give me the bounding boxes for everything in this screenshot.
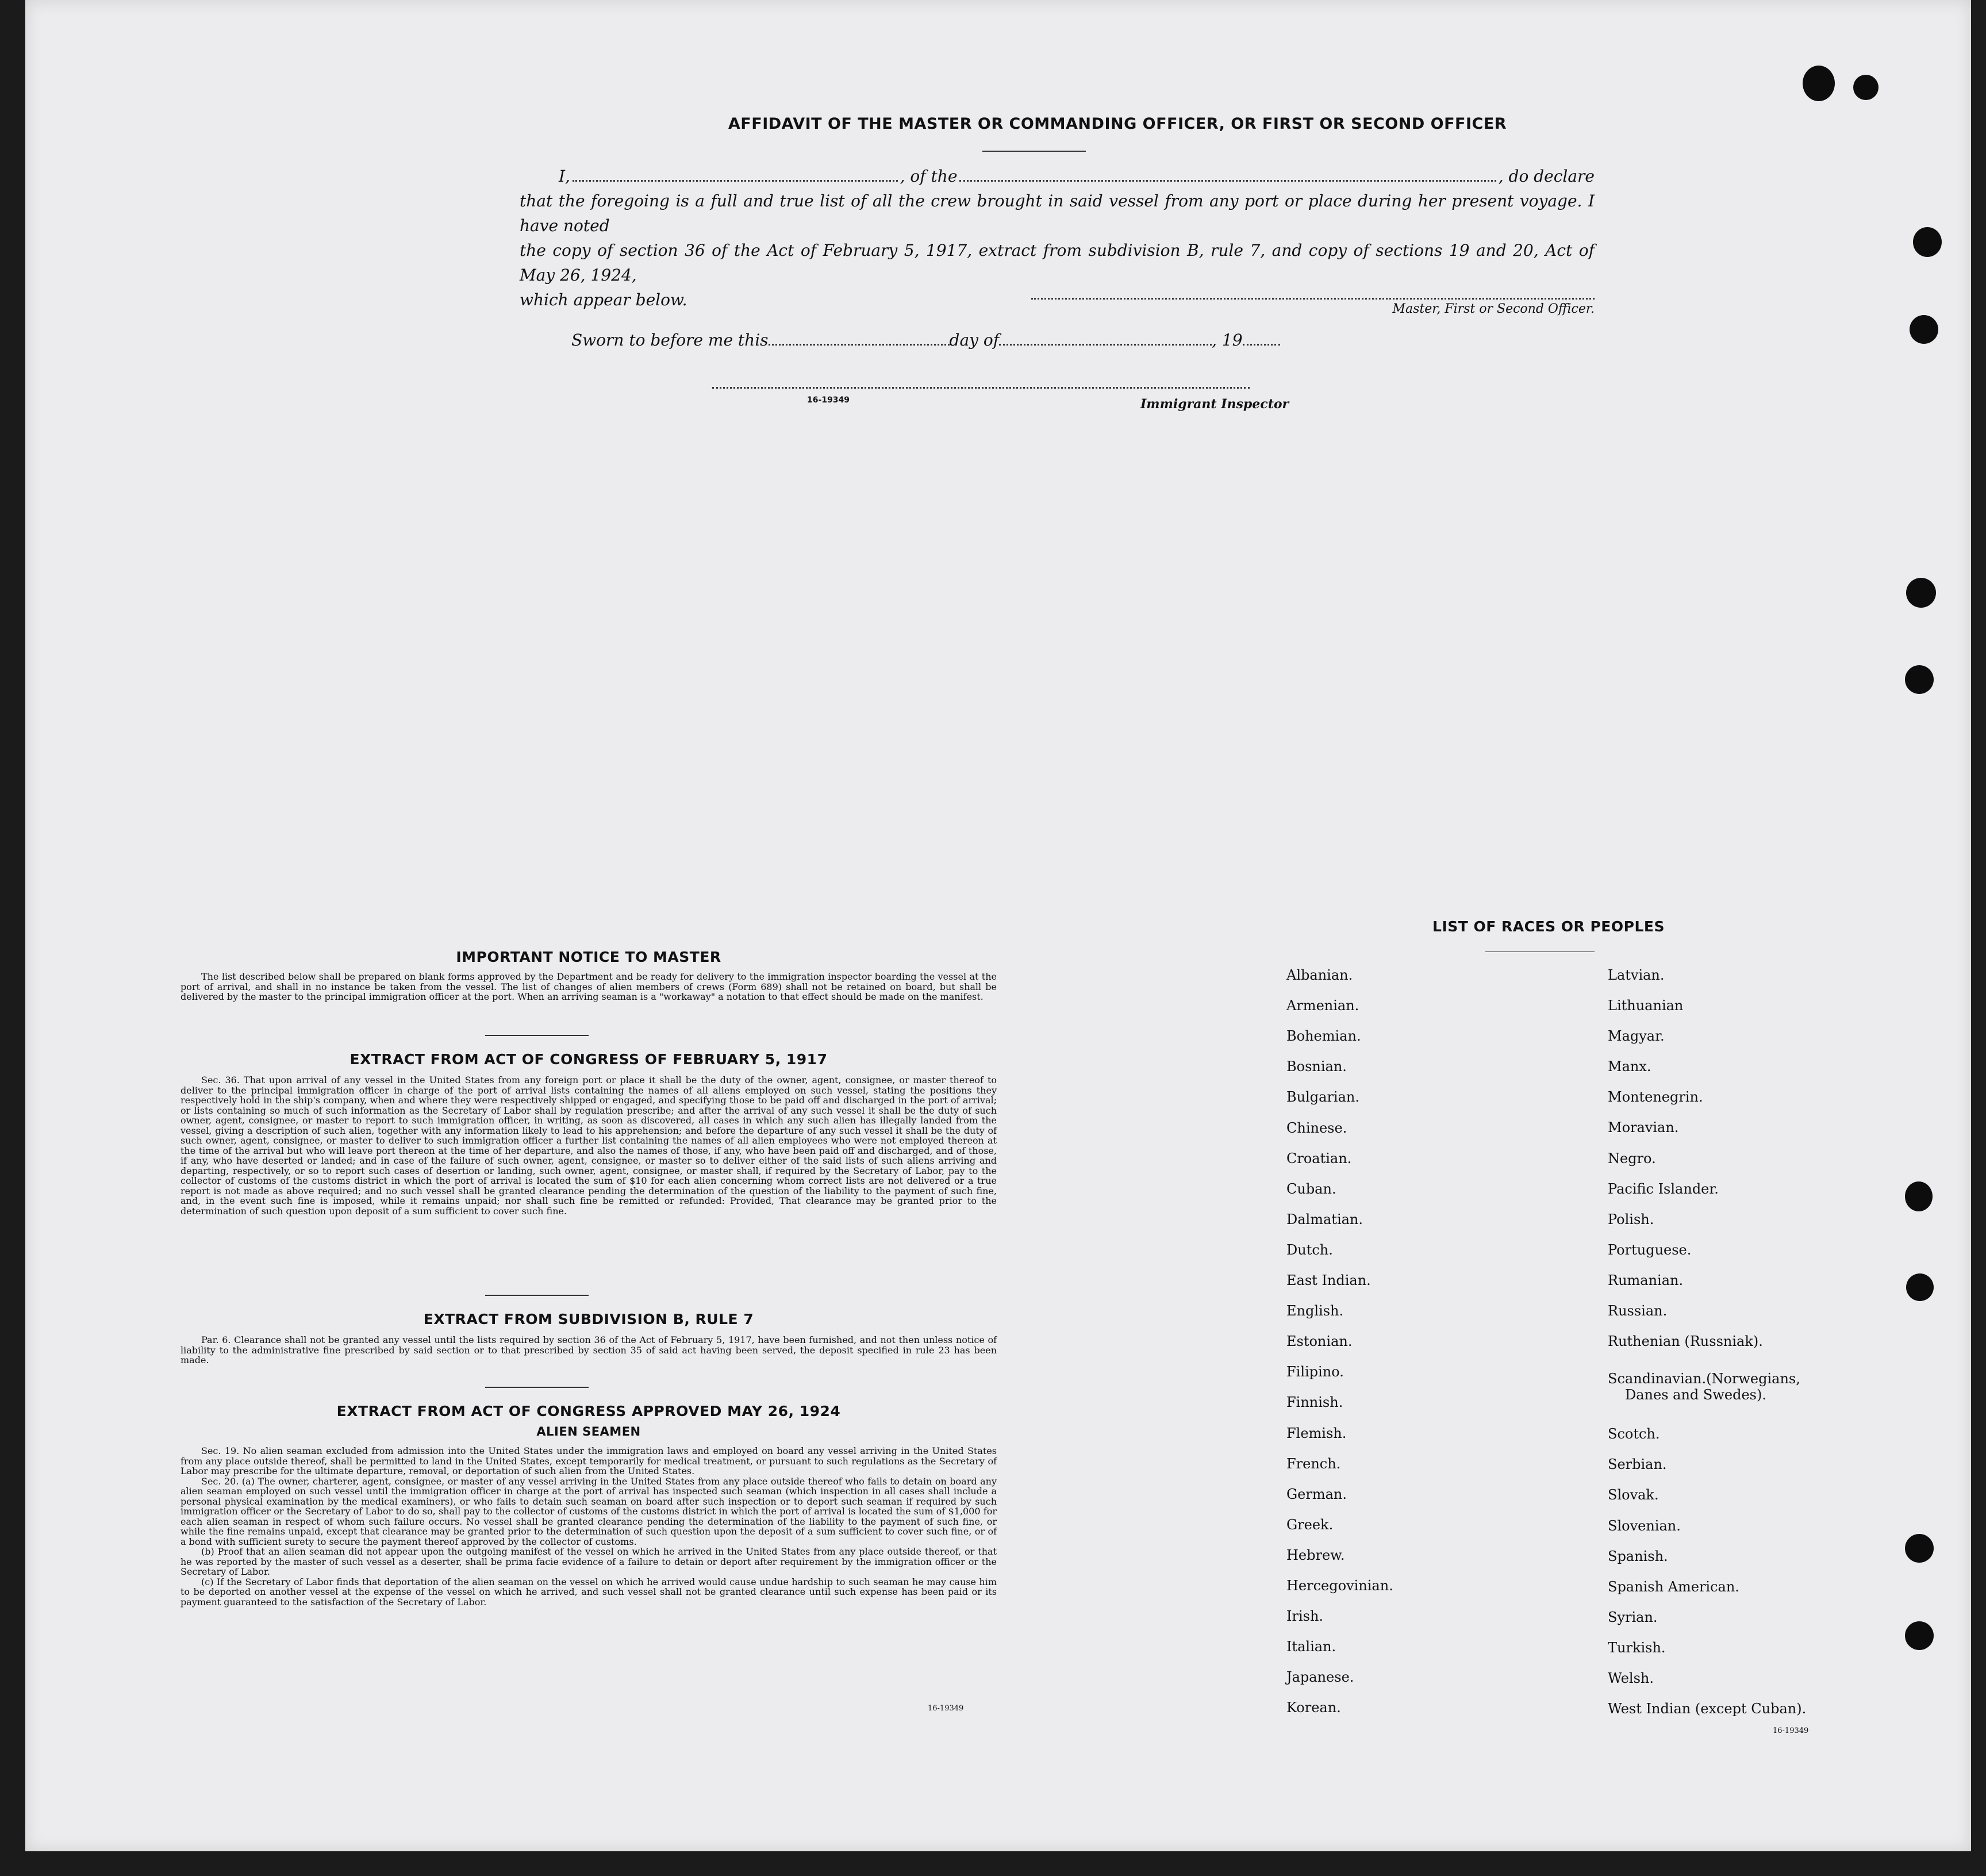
form-number: 16-19349	[928, 1704, 964, 1713]
race-item: Latvian.	[1608, 967, 1665, 983]
race-item: Bosnian.	[1286, 1058, 1347, 1075]
vessel-prefix: , of the	[900, 167, 958, 186]
race-item: Japanese.	[1286, 1669, 1354, 1685]
notice-body	[180, 972, 997, 1002]
master-signature-caption: Master, First or Second Officer.	[1392, 302, 1595, 316]
extract-1924-subtitle: ALIEN SEAMEN	[536, 1425, 641, 1438]
affidavit-line: which appear below.	[520, 290, 687, 309]
section-divider	[485, 1295, 589, 1296]
race-item: Bohemian.	[1286, 1028, 1361, 1044]
race-item: French.	[1286, 1456, 1341, 1472]
extract-rule7-title: EXTRACT FROM SUBDIVISION B, RULE 7	[423, 1311, 754, 1328]
race-item: Albanian.	[1286, 967, 1353, 983]
punch-hole	[1906, 578, 1936, 608]
race-item: Montenegrin.	[1608, 1089, 1703, 1105]
day-label: day of	[949, 331, 1000, 350]
title-divider	[982, 151, 1086, 152]
race-item: Moravian.	[1608, 1119, 1679, 1135]
race-item: Danes and Swedes).	[1625, 1387, 1766, 1403]
form-page	[25, 0, 1971, 1851]
race-item: Armenian.	[1286, 998, 1359, 1014]
race-item: Chinese.	[1286, 1120, 1347, 1136]
race-item: Flemish.	[1286, 1425, 1347, 1441]
notice-title: IMPORTANT NOTICE TO MASTER	[456, 949, 721, 965]
affidavit-text	[520, 164, 1595, 312]
punch-hole	[1906, 1273, 1934, 1301]
sworn-label: Sworn to before me this	[571, 331, 769, 350]
section-20c-paragraph: (c) If the Secretary of Labor finds that deportation of the alien seaman on the vessel on which he arrived would cause undue hardship to such seaman he may cause him to be deported on another vessel at the expense of the vessel on which he arrived, and such vessel shall not be granted clearance until such expense has been paid or its payment guaranteed to the satisfaction of the Secretary of Labor.	[180, 1576, 997, 1608]
name-blank[interactable]	[573, 180, 898, 182]
inspector-signature-line[interactable]	[712, 387, 1250, 389]
race-item: Russian.	[1608, 1303, 1668, 1319]
section-divider	[485, 1387, 589, 1388]
race-item: West Indian (except Cuban).	[1608, 1701, 1807, 1717]
punch-hole	[1910, 315, 1938, 344]
race-item: Irish.	[1286, 1608, 1324, 1624]
affidavit-title: AFFIDAVIT OF THE MASTER OR COMMANDING OFFICER, OR FIRST OR SECOND OFFICER	[728, 115, 1507, 133]
notice-paragraph: The list described below shall be prepared on blank forms approved by the Department and be ready for delivery to the immigration inspector boarding the vessel at the port of arrival, and shall in no instance be taken from the vessel. The list of changes of alien members of crews (Form 689) shall not be retained on board, but shall be delivered by the master to the principal immigration officer at the port. When an arriving seaman is a "workaway" a notation to that effect should be made on the manifest.	[180, 971, 997, 1002]
extract-1924-title: EXTRACT FROM ACT OF CONGRESS APPROVED MAY 26, 1924	[336, 1403, 841, 1420]
race-item: Serbian.	[1608, 1456, 1667, 1472]
race-item: Bulgarian.	[1286, 1089, 1359, 1105]
sworn-statement	[571, 331, 1280, 350]
punch-hole	[1905, 1181, 1933, 1211]
section-20b-paragraph: (b) Proof that an alien seaman did not appear upon the outgoing manifest of the vessel on which he arrived in the United States from any place outside thereof, or that he was reported by the master of such vessel as a deserter, shall be prima facie evidence of a failure to detain or deport after requirement by the immigration officer or the Secretary of Labor.	[180, 1546, 997, 1577]
race-item: Slovenian.	[1608, 1518, 1681, 1534]
extract-1917-paragraph: Sec. 36. That upon arrival of any vessel in the United States from any foreign port or place it shall be the duty of the owner, agent, consignee, or master thereof to deliver to the principal immigration officer in charge of the port of arrival lists containing the names of all aliens employed on such vessel, stating the positions they respectively hold in the ship's company, when and where they were respectively shipped or engaged, and specifying those to be paid off and discharged in the port of arrival; or lists containing so much of such information as the Secretary of Labor shall by regulation prescribe; and after the arrival of any such vessel it shall be the duty of such owner, agent, consignee, or master to report to such immigration officer, in writing, as soon as discovered, all cases in which any such alien has illegally landed from the vessel, giving a description of such alien, together with any information likely to lead to his apprehension; and before the departure of any such vessel it shall be the duty of such owner, agent, consignee, or master to deliver to such immigration officer a further list containing the names of all alien employees who were not employed thereon at the time of the arrival but who will leave port thereon at the time of her departure, and also the names of those, if any, who have been paid off and discharged, and of those, if any, who have deserted or landed; and in case of the failure of such owner, agent, consignee, or master so to deliver either of the said lists of such aliens arriving and departing, respectively, or so to report such cases of desertion or landing, such owner, agent, consignee, or master shall, if required by the Secretary of Labor, pay to the collector of customs of the customs district in which the port of arrival is located the sum of $10 for each alien concerning whom correct lists are not delivered or a true report is not made as above required; and no such vessel shall be granted clearance pending the determination of the question of the liability to the payment of such fine, and, in the event such fine is imposed, while it remains unpaid; nor shall such fine be remitted or refunded: Provided, That clearance may be granted prior to the determination of such question upon deposit of a sum sufficient to cover such fine.	[180, 1075, 997, 1217]
punch-hole	[1905, 1534, 1934, 1563]
punch-hole	[1913, 227, 1942, 257]
punch-hole	[1853, 75, 1879, 100]
race-item: Finnish.	[1286, 1394, 1343, 1410]
race-item: Welsh.	[1608, 1670, 1654, 1686]
race-item: Pacific Islander.	[1608, 1181, 1719, 1197]
vessel-blank[interactable]	[959, 180, 1496, 182]
race-item: Portuguese.	[1608, 1242, 1692, 1258]
race-item: Scandinavian.(Norwegians,	[1608, 1371, 1800, 1387]
race-item: Negro.	[1608, 1150, 1656, 1167]
race-item: Slovak.	[1608, 1487, 1659, 1503]
race-item: Syrian.	[1608, 1609, 1658, 1625]
race-item: Polish.	[1608, 1211, 1654, 1227]
affidavit-line: the copy of section 36 of the Act of February 5, 1917, extract from subdivision B, rule 7, and copy of sections 19 and 20, Act of May 26, 1924,	[520, 241, 1595, 285]
declarant-line	[520, 164, 1595, 189]
race-item: Hercegovinian.	[1286, 1578, 1393, 1594]
section-19-paragraph: Sec. 19. No alien seaman excluded from admission into the United States under the immigration laws and employed on board any vessel arriving in the United States from any place outside thereof, shall be permitted to land in the United States, except temporarily for medical treatment, or pursuant to such regulations as the Secretary of Labor may prescribe for the ultimate departure, removal, or deportation of such alien from the United States.	[180, 1445, 997, 1476]
form-number: 16-19349	[1773, 1727, 1809, 1735]
extract-1917-title: EXTRACT FROM ACT OF CONGRESS OF FEBRUARY 5, 1917	[349, 1051, 828, 1068]
race-item: Spanish American.	[1608, 1579, 1739, 1595]
punch-hole	[1803, 66, 1835, 101]
race-item: Magyar.	[1608, 1028, 1665, 1044]
race-item: Croatian.	[1286, 1150, 1352, 1167]
month-blank[interactable]	[999, 344, 1212, 346]
extract-1917-body	[180, 1075, 997, 1216]
extract-1924-body	[180, 1446, 997, 1607]
race-item: Manx.	[1608, 1058, 1651, 1075]
race-item: Greek.	[1286, 1517, 1334, 1533]
races-title: LIST OF RACES OR PEOPLES	[1432, 918, 1665, 935]
race-item: Ruthenian (Russniak).	[1608, 1333, 1763, 1349]
section-divider	[485, 1035, 589, 1036]
race-item: Scotch.	[1608, 1426, 1660, 1442]
extract-rule7-body	[180, 1335, 997, 1365]
extract-rule7-paragraph: Par. 6. Clearance shall not be granted any vessel until the lists required by section 36 of the Act of February 5, 1917, have been furnished, and not then unless notice of liability to the administrative fine prescribed by said section or to that prescribed by section 35 of said act having been served, the deposit specified in rule 23 has been made.	[180, 1334, 997, 1365]
race-item: Korean.	[1286, 1699, 1341, 1716]
race-item: Cuban.	[1286, 1181, 1336, 1197]
declarant-prefix: I,	[559, 167, 570, 186]
race-item: Italian.	[1286, 1639, 1336, 1655]
race-item: Dalmatian.	[1286, 1211, 1363, 1227]
race-item: Filipino.	[1286, 1364, 1344, 1380]
year-blank[interactable]	[1243, 344, 1280, 346]
day-blank[interactable]	[769, 344, 950, 346]
punch-hole	[1905, 1621, 1934, 1650]
declare-text: , do declare	[1498, 167, 1595, 186]
race-item: Dutch.	[1286, 1242, 1333, 1258]
race-item: Estonian.	[1286, 1333, 1353, 1349]
affidavit-line: that the foregoing is a full and true list of all the crew brought in said vessel from any port or place during her present voyage. I have noted	[520, 191, 1595, 235]
race-item: Rumanian.	[1608, 1272, 1684, 1288]
race-item: German.	[1286, 1486, 1347, 1502]
year-label: , 19	[1212, 331, 1243, 350]
race-item: English.	[1286, 1303, 1344, 1319]
race-item: Hebrew.	[1286, 1547, 1345, 1563]
form-number: 16-19349	[807, 396, 850, 405]
inspector-caption: Immigrant Inspector	[1140, 397, 1289, 412]
race-item: Turkish.	[1608, 1640, 1666, 1656]
section-20a-paragraph: Sec. 20. (a) The owner, charterer, agent, consignee, or master of any vessel arriving in the United States from any place outside thereof who fails to detain on board any alien seaman employed on such vessel until the immigration officer in charge at the port of arrival has inspected such seaman (which inspection in all cases shall include a personal physical examination by the medical examiners), or who fails to detain such seaman on board after such inspection or to deport such seaman if required by such immigration officer or the Secretary of Labor to do so, shall pay to the collector of customs of the customs district in which the port of arrival is located the sum of $1,000 for each alien seaman in respect of whom such failure occurs. No vessel shall be granted clearance pending the determination of the liability to the payment of such fine, or while the fine remains unpaid, except that clearance may be granted prior to the determination of such question upon the deposit of a sum sufficient to cover such fine, or of a bond with sufficient surety to secure the payment thereof approved by the collector of customs.	[180, 1475, 997, 1547]
race-item: Lithuanian	[1608, 998, 1684, 1014]
race-item: Spanish.	[1608, 1548, 1668, 1564]
master-signature-line[interactable]	[1031, 298, 1595, 300]
punch-hole	[1905, 665, 1934, 694]
race-item: East Indian.	[1286, 1272, 1371, 1288]
